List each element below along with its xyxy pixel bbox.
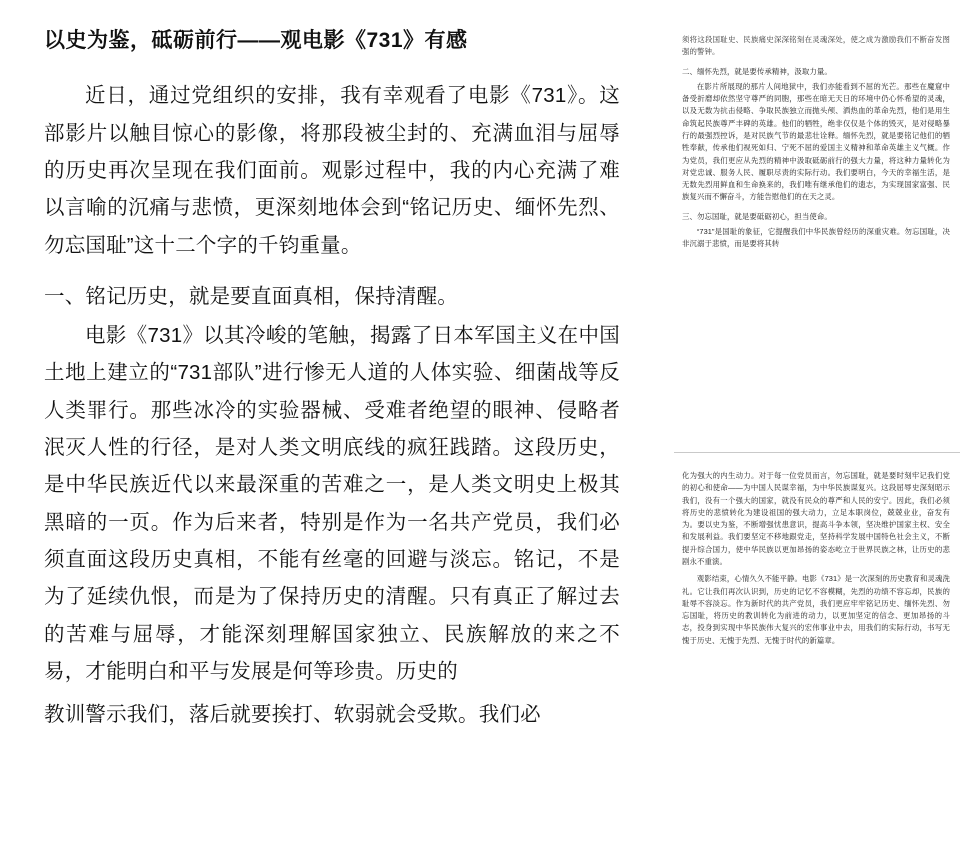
opening-paragraph: 近日，通过党组织的安排，我有幸观看了电影《731》。这部影片以触目惊心的影像，将那段被尘封的、充满血泪与屈辱的历史再次呈现在我们面前。观影过程中，我的内心充满了难以言喻的沉痛与悲愤，更深刻地体会到“铭记历史、缅怀先烈、勿忘国耻”这十二个字的千钧重量。 (44, 84, 620, 257)
thumb1-heading-three: 三、勿忘国耻，就是要砥砺初心，担当使命。 (682, 211, 832, 221)
thumb1-paragraph-three: “731”是国耻的象征，它提醒我们中华民族曾经历的深重灾难。勿忘国耻，决非沉溺于悲愤，而是要将其转 (682, 226, 950, 249)
thumbnail-page-divider (674, 452, 960, 453)
thumb2-paragraph-one: 化为强大的内生动力。对于每一位党员而言，勿忘国耻，就是要时刻牢记我们党的初心和使命——为中国人民谋幸福，为中华民族谋复兴。这段屈辱史深刻昭示我们，没有一个强大的国家，就没有民众的尊严和人民的安宁。因此，我们必须将历史的悲愤转化为建设祖国的强大动力，立足本职岗位，兢兢业业，奋发有为。要以史为鉴，不断增强忧患意识，提高斗争本领，坚决维护国家主权、安全和发展利益。我们要坚定不移地跟党走，坚持科学发展中国特色社会主义，不断提升综合国力，使中华民族以更加昂扬的姿态屹立于世界民族之林，让历史的悲剧永不重演。 (682, 471, 950, 566)
thumbnail-column (660, 0, 968, 866)
thumbnail-page-1[interactable] (682, 34, 950, 256)
section-one-body: 电影《731》以其冷峻的笔触，揭露了日本军国主义在中国土地上建立的“731部队”进行惨无人道的人体实验、细菌战等反人类罪行。那些冰冷的实验器械、受难者绝望的眼神、侵略者泯灭人性的行径，是对人类文明底线的疯狂践踏。这段历史，是中华民族近代以来最深重的苦难之一，是人类文明史上极其黑暗的一页。作为后来者，特别是作为一名共产党员，我们必须直面这段历史真相，不能有丝毫的回避与淡忘。铭记，不是为了延续仇恨，而是为了保持历史的清醒。只有真正了解过去的苦难与屈辱，才能深刻理解国家独立、民族解放的来之不易，才能明白和平与发展是何等珍贵。历史的 (44, 324, 620, 683)
thumb1-top-fragment: 须将这段国耻史、民族痛史深深铭刻在灵魂深处，使之成为激励我们不断奋发图强的警钟。 (682, 35, 950, 57)
thumbnail-page-2[interactable] (682, 470, 950, 652)
page-title: 以史为鉴，砥砺前行——观电影《731》有感 (44, 29, 468, 52)
thumb1-heading-two: 二、缅怀先烈，就是要传承精神，汲取力量。 (682, 66, 832, 76)
clipped-bottom-line: 教训警示我们，落后就要挨打、软弱就会受欺。我们必 (44, 703, 541, 727)
section-one-heading: 一、铭记历史，就是要直面真相，保持清醒。 (44, 284, 458, 308)
thumb1-paragraph-two: 在影片所展现的那片人间地狱中，我们亦能看到不屈的光芒。那些在魔窟中备受折磨却依然坚守尊严的同胞，那些在暗无天日的环境中仍心怀希望的灵魂，以及无数为抗击侵略、争取民族独立而抛头颅、洒热血的革命先烈，他们是用生命筑起民族尊严丰碑的英雄。他们的牺牲，绝非仅仅是个体的毁灭，是对侵略暴行的最强烈控诉，是对民族气节的最悲壮诠释。缅怀先烈，就是要铭记他们的牺牲奉献，传承他们视死如归、宁死不屈的爱国主义精神和革命英雄主义气概。作为党员，我们更应从先烈的精神中汲取砥砺前行的强大力量，将这种力量转化为对党忠诚、服务人民、履职尽责的实际行动。我们要明白，今天的幸福生活，是无数先烈用鲜血和生命换来的，我们唯有继承他们的遗志，为实现国家富强、民族复兴而不懈奋斗，方能告慰他们的在天之灵。 (682, 81, 950, 202)
thumb2-paragraph-two: 观影结束，心情久久不能平静。电影《731》是一次深刻的历史教育和灵魂洗礼。它让我们再次认识到，历史的记忆不容模糊，先烈的功绩不容忘却，民族的耻辱不容淡忘。作为新时代的共产党员，我们更应牢牢铭记历史、缅怀先烈、勿忘国耻，将历史的教训转化为前进的动力，以更加坚定的信念、更加昂扬的斗志，投身到实现中华民族伟大复兴的宏伟事业中去，用我们的实际行动，书写无愧于历史、无愧于先烈、无愧于时代的新篇章。 (682, 574, 950, 645)
